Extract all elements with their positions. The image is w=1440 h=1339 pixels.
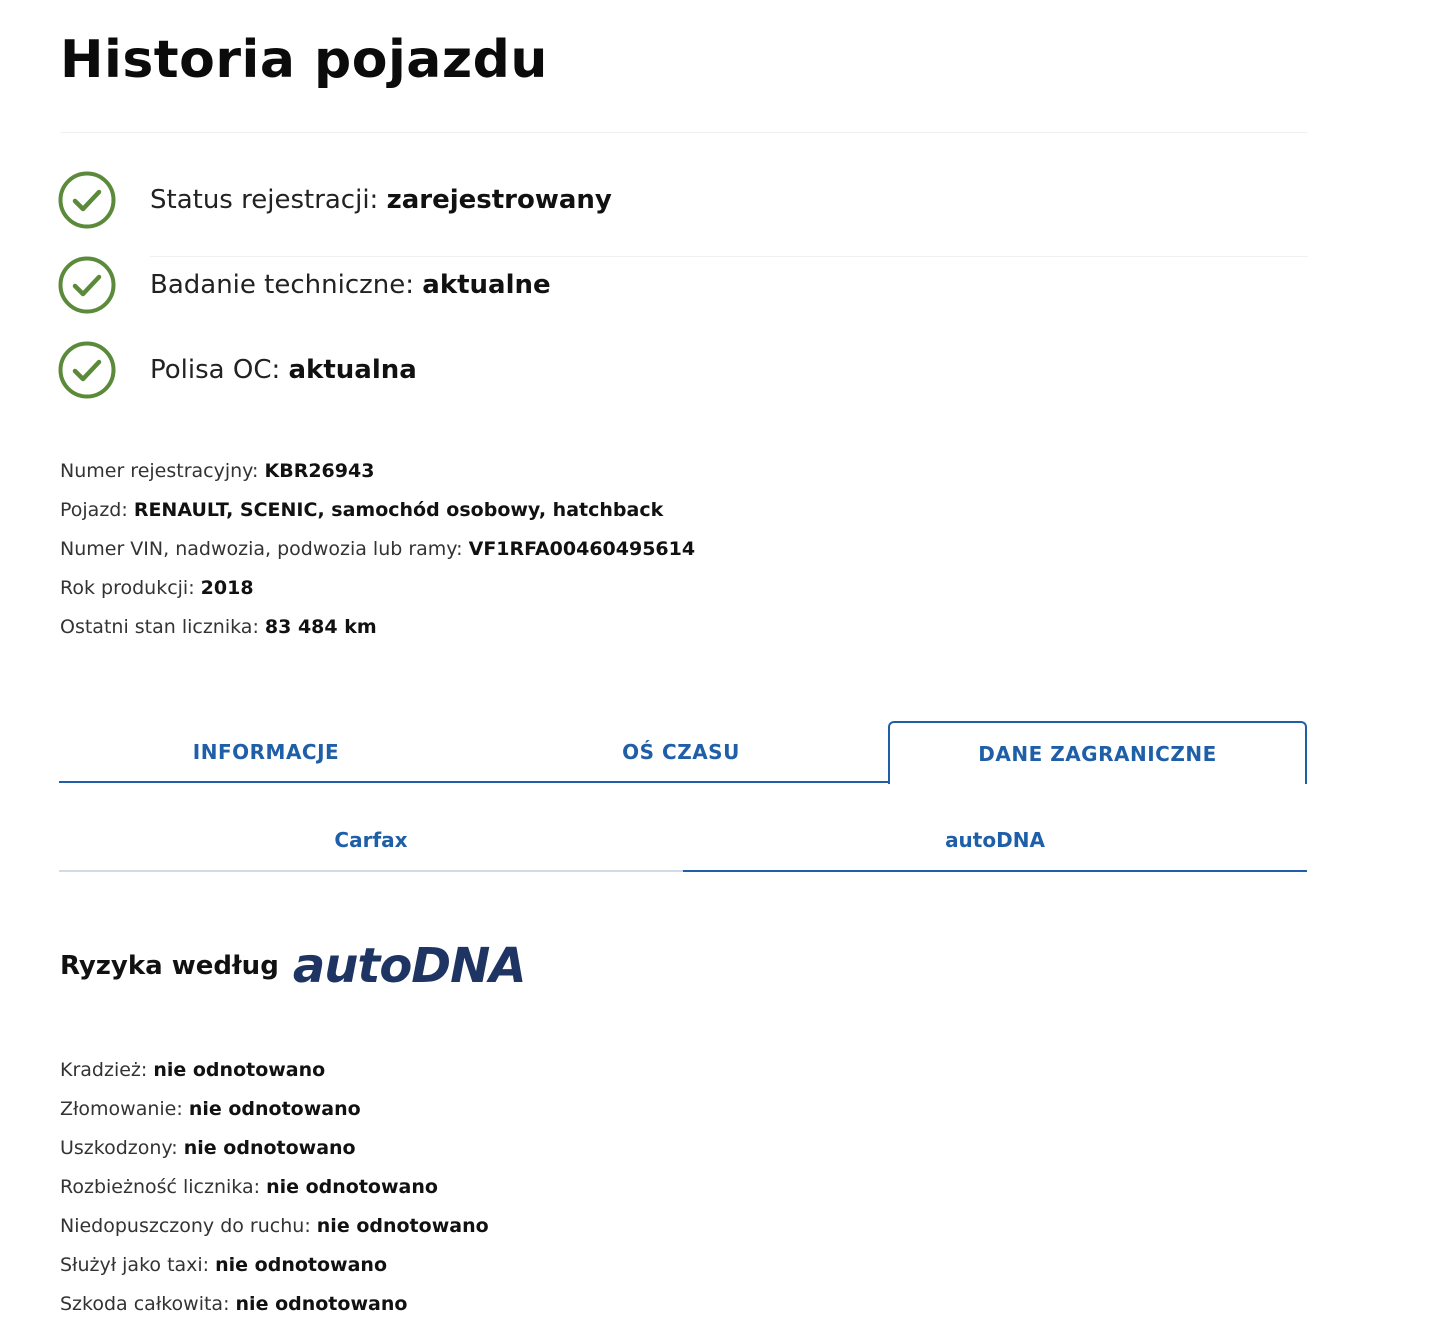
risk-label: Szkoda całkowita:	[60, 1293, 230, 1315]
risk-item	[60, 1215, 489, 1237]
info-vehicle	[60, 499, 663, 521]
risk-item	[60, 1293, 407, 1315]
subtab-carfax[interactable]	[59, 810, 683, 870]
info-registration-number	[60, 460, 374, 482]
main-tabs	[59, 721, 1307, 783]
autodna-logo: autoDNA	[292, 938, 526, 994]
risk-label: Złomowanie:	[60, 1098, 183, 1120]
risk-item	[60, 1059, 325, 1081]
status-text	[150, 355, 417, 385]
subtab-underline	[59, 870, 683, 872]
status-label: Status rejestracji:	[150, 185, 379, 215]
risk-item	[60, 1137, 356, 1159]
status-registration	[58, 170, 612, 230]
status-value: aktualne	[422, 270, 551, 300]
risk-label: Niedopuszczony do ruchu:	[60, 1215, 311, 1237]
info-value: VF1RFA00460495614	[468, 538, 696, 560]
info-label: Numer VIN, nadwozia, podwozia lub ramy:	[60, 538, 463, 560]
page-title: Historia pojazdu	[60, 30, 548, 90]
info-label: Rok produkcji:	[60, 577, 195, 599]
risk-item	[60, 1098, 361, 1120]
check-circle-icon	[58, 171, 116, 229]
info-value: KBR26943	[264, 460, 375, 482]
info-label: Ostatni stan licznika:	[60, 616, 259, 638]
risk-value: nie odnotowano	[153, 1059, 326, 1081]
info-label: Numer rejestracyjny:	[60, 460, 259, 482]
risk-heading-label: Ryzyka według	[60, 951, 279, 981]
status-label: Polisa OC:	[150, 355, 281, 385]
risk-item	[60, 1176, 438, 1198]
subtab-autodna[interactable]	[683, 810, 1307, 870]
risk-value: nie odnotowano	[316, 1215, 489, 1237]
divider	[60, 132, 1308, 133]
check-circle-icon	[58, 256, 116, 314]
status-label: Badanie techniczne:	[150, 270, 415, 300]
risk-label: Rozbieżność licznika:	[60, 1176, 261, 1198]
info-value: RENAULT, SCENIC, samochód osobowy, hatchback	[133, 499, 664, 521]
check-circle-icon	[58, 341, 116, 399]
risk-value: nie odnotowano	[188, 1098, 361, 1120]
status-value: zarejestrowany	[386, 185, 612, 215]
info-value: 2018	[200, 577, 254, 599]
risk-value: nie odnotowano	[235, 1293, 408, 1315]
status-text	[150, 185, 612, 215]
risk-value: nie odnotowano	[183, 1137, 356, 1159]
risk-heading	[60, 938, 526, 994]
risk-item	[60, 1254, 387, 1276]
risk-label: Służył jako taxi:	[60, 1254, 210, 1276]
info-label: Pojazd:	[60, 499, 128, 521]
risk-value: nie odnotowano	[215, 1254, 388, 1276]
status-text	[150, 270, 551, 300]
tab-os-czasu[interactable]: OŚ CZASU	[622, 740, 740, 764]
status-inspection	[58, 255, 551, 315]
subtab-label: Carfax	[334, 828, 408, 852]
tab-dane-zagraniczne[interactable]: DANE ZAGRANICZNE	[888, 721, 1307, 784]
subtab-underline	[683, 870, 1307, 872]
risk-label: Kradzież:	[60, 1059, 148, 1081]
status-value: aktualna	[288, 355, 417, 385]
info-value: 83 484 km	[264, 616, 377, 638]
risk-value: nie odnotowano	[266, 1176, 438, 1198]
info-production-year	[60, 577, 254, 599]
sub-tabs	[59, 810, 1307, 872]
info-vin	[60, 538, 695, 560]
subtab-label: autoDNA	[945, 828, 1045, 852]
status-insurance	[58, 340, 417, 400]
risk-label: Uszkodzony:	[60, 1137, 178, 1159]
info-odometer	[60, 616, 377, 638]
tab-informacje[interactable]: INFORMACJE	[192, 740, 340, 764]
